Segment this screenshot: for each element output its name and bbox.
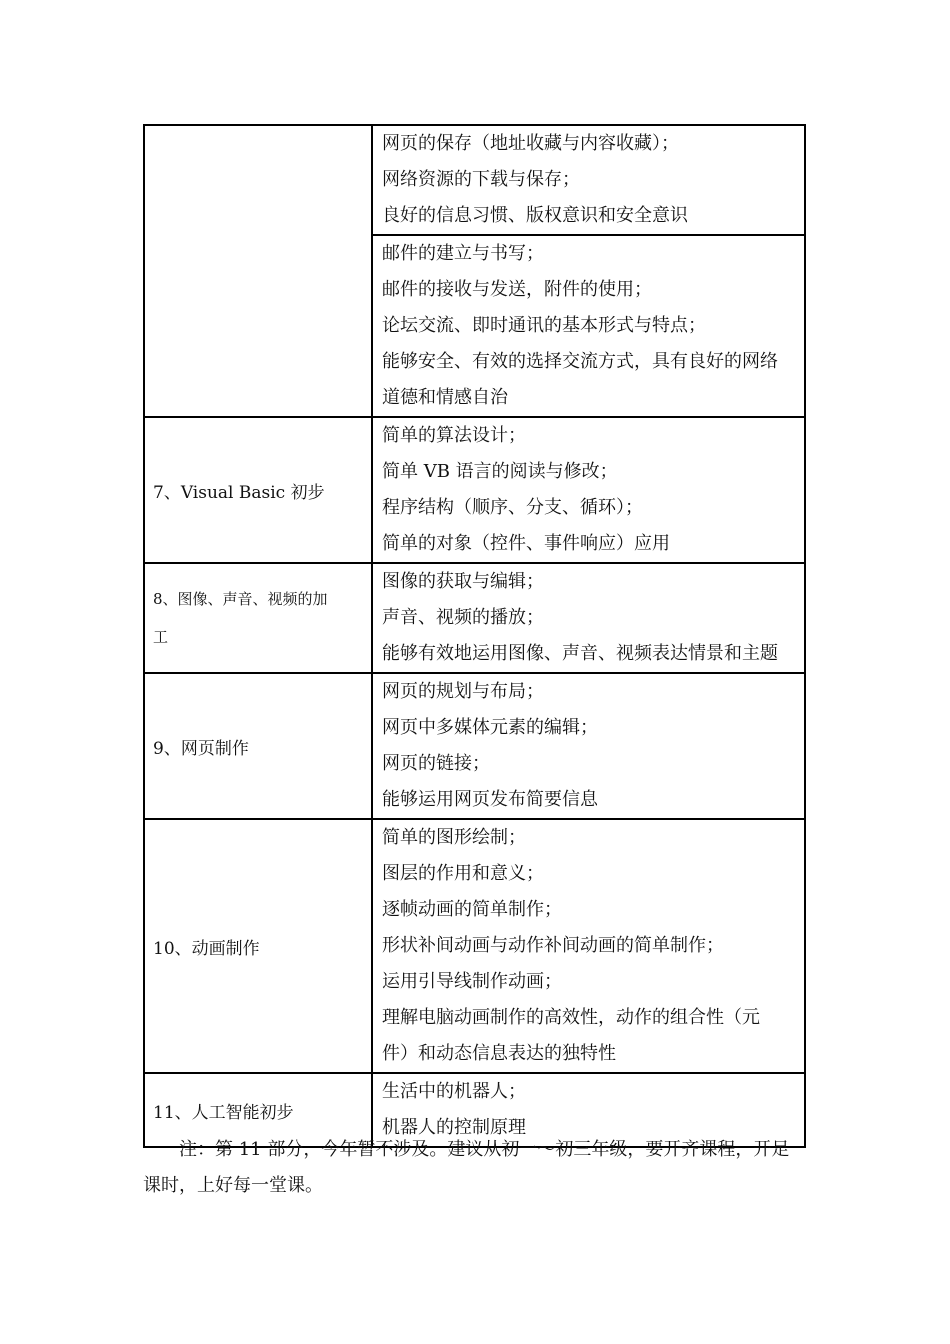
content-line: 简单 VB 语言的阅读与修改； <box>382 461 618 482</box>
content-line: 能够有效地运用图像、声音、视频表达情景和主题 <box>382 643 778 664</box>
content-line: 网页的保存（地址收藏与内容收藏）； <box>382 133 679 154</box>
curriculum-table <box>143 124 806 1148</box>
content-line: 理解电脑动画制作的高效性，动作的组合性（元 <box>382 1007 760 1028</box>
content-line: 生活中的机器人； <box>382 1081 526 1102</box>
footnote: 注：第 11 部分，今年暂不涉及。建议从初一～初三年级，要开齐课程，开足课时，上好每一堂课。 <box>143 1139 790 1196</box>
content-line: 件）和动态信息表达的独特性 <box>382 1043 616 1064</box>
content-line: 论坛交流、即时通讯的基本形式与特点； <box>382 315 706 336</box>
content-line: 邮件的接收与发送，附件的使用； <box>382 279 652 300</box>
content-line: 良好的信息习惯、版权意识和安全意识 <box>382 205 688 226</box>
content-line: 简单的图形绘制； <box>382 827 526 848</box>
content-cell <box>372 563 805 673</box>
content-line: 逐帧动画的简单制作； <box>382 899 562 920</box>
topic-cell: 10、动画制作 <box>144 819 372 1073</box>
table-row <box>144 819 805 1073</box>
topic-cell <box>144 563 372 673</box>
content-cell <box>372 125 805 235</box>
content-line: 简单的算法设计； <box>382 425 526 446</box>
topic-line: 工 <box>153 628 169 646</box>
content-cell <box>372 235 805 417</box>
table-row <box>144 417 805 563</box>
table-row <box>144 125 805 235</box>
content-line: 能够安全、有效的选择交流方式，具有良好的网络 <box>382 351 778 372</box>
table-row <box>144 563 805 673</box>
content-line: 网页的链接； <box>382 753 490 774</box>
topic-cell: 11、人工智能初步 <box>144 1073 372 1147</box>
content-line: 图层的作用和意义； <box>382 863 544 884</box>
content-line: 声音、视频的播放； <box>382 607 544 628</box>
content-line: 简单的对象（控件、事件响应）应用 <box>382 533 670 554</box>
content-cell <box>372 417 805 563</box>
content-line: 道德和情感自治 <box>382 387 508 408</box>
content-line: 网络资源的下载与保存； <box>382 169 580 190</box>
content-line: 运用引导线制作动画； <box>382 971 562 992</box>
content-line: 网页中多媒体元素的编辑； <box>382 717 598 738</box>
content-line: 形状补间动画与动作补间动画的简单制作； <box>382 935 724 956</box>
topic-cell-empty <box>144 125 372 417</box>
content-line: 程序结构（顺序、分支、循环）； <box>382 497 643 518</box>
topic-cell: 7、Visual Basic 初步 <box>144 417 372 563</box>
topic-line: 8、图像、声音、视频的加 <box>153 590 328 608</box>
topic-cell: 9、网页制作 <box>144 673 372 819</box>
content-line: 能够运用网页发布简要信息 <box>382 789 598 810</box>
content-cell <box>372 819 805 1073</box>
content-cell <box>372 673 805 819</box>
content-line: 机器人的控制原理 <box>382 1117 526 1138</box>
table-row <box>144 673 805 819</box>
content-line: 图像的获取与编辑； <box>382 571 544 592</box>
content-line: 邮件的建立与书写； <box>382 243 544 264</box>
content-line: 网页的规划与布局； <box>382 681 544 702</box>
